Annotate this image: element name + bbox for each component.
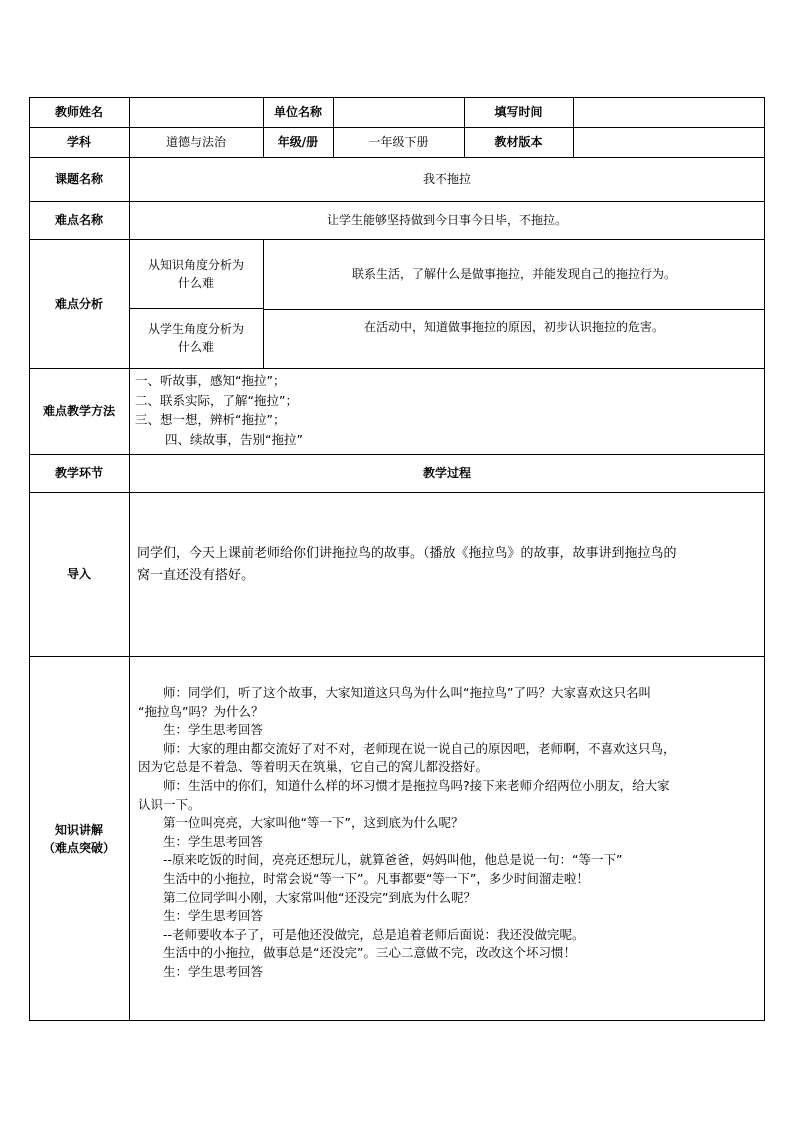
difficulty-label: 难点名称 — [54, 213, 103, 227]
subject-value: 道德与法治 — [165, 135, 226, 149]
teacher-name-label: 教师姓名 — [54, 105, 103, 119]
list-item: 一、听故事，感知“拖拉”； — [135, 373, 286, 388]
topic-value: 我不拖拉 — [422, 172, 471, 186]
knowledge-angle-label-line2: 什么难 — [177, 275, 214, 290]
paragraph-line: 认识一下。 — [138, 796, 201, 812]
process-header: 教学过程 — [422, 466, 471, 480]
knowledge-section-label-line1: 知识讲解 — [54, 822, 103, 837]
knowledge-angle-label-line1: 从知识角度分析为 — [147, 257, 244, 272]
paragraph-line: 生活中的小拖拉，时常会说“等一下”。凡事都要“等一下”，多少时间溜走啦！ — [138, 870, 589, 886]
paragraph-line: 师：大家的理由都交流好了对不对，老师现在说一说自己的原因吧，老师啊，不喜欢这只鸟， — [138, 740, 676, 756]
student-angle-label-line1: 从学生角度分析为 — [147, 322, 244, 336]
student-angle-label — [129, 308, 263, 368]
paragraph-line: --原来吃饭的时间，亮亮还想玩儿，就算爸爸，妈妈叫他，他总是说一句：“等一下” — [138, 852, 623, 868]
list-item: 四、续故事，告别“拖拉” — [165, 431, 303, 447]
paragraph-line: 师：同学们，听了这个故事，大家知道这只鸟为什么叫“拖拉鸟”了吗？大家喜欢这只名叫 — [138, 685, 651, 700]
paragraph-line: 生活中的小拖拉，做事总是“还没完”。三心二意做不完，改改这个坏习惯！ — [138, 945, 576, 961]
paragraph-line: 生：学生思考回答 — [138, 833, 264, 849]
knowledge-section-label — [29, 656, 129, 1021]
subject-label: 学科 — [66, 135, 91, 149]
paragraph-line: 第二位同学叫小刚，大家常叫他“还没完”到底为什么呢？ — [138, 889, 476, 905]
paragraph-line: 生：学生思考回答 — [138, 908, 264, 924]
row-divider — [29, 492, 765, 493]
intro-text — [137, 543, 677, 587]
paragraph-line: --老师要收本子了，可是他还没做完，总是追着老师后面说：我还没做完呢。 — [138, 926, 585, 942]
grade-label: 年级/册 — [277, 135, 319, 149]
fill-date-value — [573, 97, 765, 127]
intro-label: 导入 — [66, 567, 91, 581]
teacher-name-value — [129, 97, 263, 127]
student-angle-value: 在活动中，知道做事拖拉的原因，初步认识拖拉的危害。 — [363, 320, 664, 334]
paragraph-line: “拖拉鸟”吗？为什么？ — [138, 703, 264, 719]
methods-label: 难点教学方法 — [42, 404, 115, 418]
paragraph-line: 第一位叫亮亮，大家叫他“等一下”，这到底为什么呢？ — [138, 815, 464, 831]
knowledge-section-label-line2: （难点突破） — [42, 840, 115, 855]
paragraph-line: 窝一直还没有搭好。 — [137, 568, 255, 583]
list-item: 三、想一想，辨析“拖拉”； — [135, 412, 286, 427]
unit-name-label: 单位名称 — [273, 105, 322, 119]
analysis-label: 难点分析 — [54, 296, 103, 311]
edition-value — [573, 127, 765, 157]
paragraph-line: 生：学生思考回答 — [138, 722, 264, 738]
difficulty-value: 让学生能够坚持做到今日事今日毕，不拖拉。 — [326, 213, 567, 227]
grade-value: 一年级下册 — [368, 135, 429, 149]
paragraph-line: 生：学生思考回答 — [138, 963, 264, 979]
topic-label: 课题名称 — [54, 172, 103, 186]
knowledge-angle-label — [129, 239, 263, 308]
paragraph-line: 师：生活中的你们，知道什么样的坏习惯才是拖拉鸟吗?接下来老师介绍两位小朋友，给大家 — [138, 777, 670, 793]
paragraph-line: 同学们，今天上课前老师给你们讲拖拉鸟的故事。（播放《拖拉鸟》的故事，故事讲到拖拉鸟的 — [137, 546, 677, 561]
edition-label: 教材版本 — [494, 135, 543, 149]
knowledge-text — [138, 684, 676, 982]
knowledge-angle-value: 联系生活，了解什么是做事拖拉，并能发现自己的拖拉行为。 — [351, 267, 676, 281]
fill-date-label: 填写时间 — [494, 105, 543, 119]
paragraph-line: 因为它总是不着急、等着明天在筑巢，它自己的窝儿都没搭好。 — [138, 759, 489, 775]
unit-name-value — [333, 97, 464, 127]
row-divider — [29, 656, 765, 657]
student-angle-label-line2: 什么难 — [177, 340, 214, 354]
stage-header: 教学环节 — [54, 466, 103, 480]
list-item: 二、联系实际，了解“拖拉”； — [135, 392, 298, 408]
row-divider — [29, 368, 765, 369]
methods-list — [135, 371, 303, 449]
